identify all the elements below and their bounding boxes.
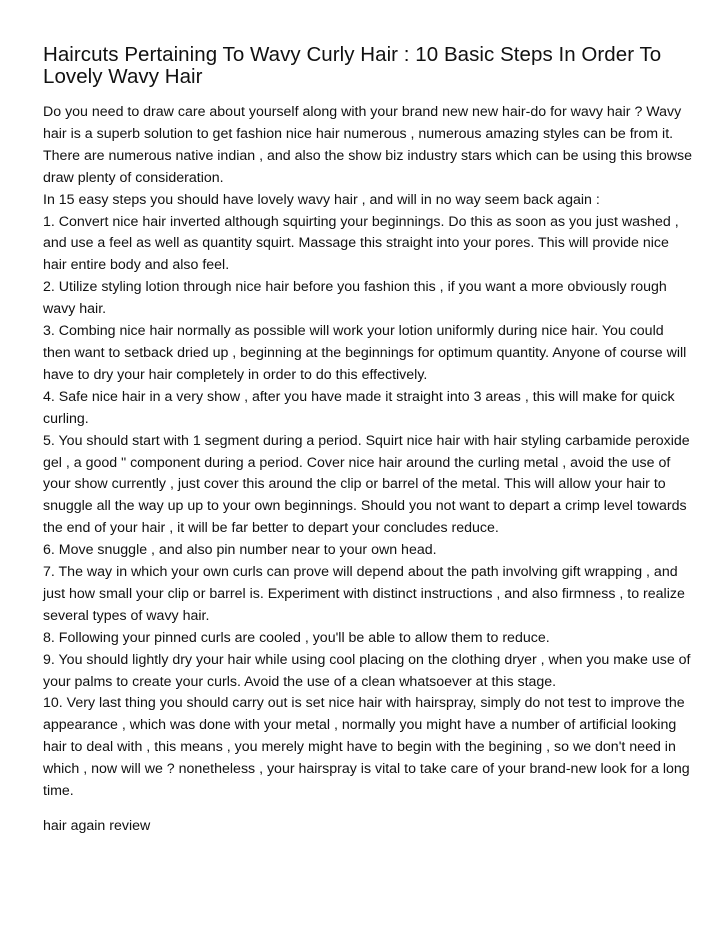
- document-body: [43, 102, 693, 803]
- document-title: Haircuts Pertaining To Wavy Curly Hair : 10 Basic Steps In Order To Lovely Wavy Hair: [43, 43, 662, 88]
- step-5-paragraph: 5. You should start with 1 segment during a period. Squirt nice hair with hair styling carbamide peroxide gel , a good " component during a period. Cover nice hair around the curling metal , avoid the use of your show currently , just cover this around the clip or barrel of the metal. This will allow your hair to snuggle all the way up up to your own beginnings. Should you not want to depart a crimp level towards the end of your hair , it will be far better to depart your concludes reduce.: [43, 432, 690, 537]
- intro-paragraph: Do you need to draw care about yourself along with your brand new new hair-do for wavy hair ? Wavy hair is a superb solution to get fashion nice hair numerous , numerous amazing styles can be from it. There are numerous native indian , and also the show biz industry stars which can be using this browse draw plenty of consideration.: [43, 104, 693, 186]
- document-page: [43, 44, 693, 838]
- steps-intro-paragraph: In 15 easy steps you should have lovely wavy hair , and will in no way seem back again :: [43, 191, 600, 208]
- step-3-paragraph: 3. Combing nice hair normally as possible will work your lotion uniformly during nice hair. You could then want to setback dried up , beginning at the beginnings for optimum quantity. Anyone of course will have to dry your hair completely in order to do this effectively.: [43, 323, 687, 383]
- step-1-paragraph: 1. Convert nice hair inverted although squirting your beginnings. Do this as soon as you just washed , and use a feel as well as quantity squirt. Massage this straight into your pores. This will provide nice hair entire body and also feel.: [43, 213, 679, 274]
- step-10-paragraph: 10. Very last thing you should carry out is set nice hair with hairspray, simply do not test to improve the appearance , which was done with your metal , normally you might have a number of artificial looking hair to deal with , this means , you merely might have to begin with the begining , so we don't need in which , now will we ? nonetheless , your hairspray is vital to take care of your brand-new look for a long time.: [43, 695, 690, 800]
- step-9-paragraph: 9. You should lightly dry your hair while using cool placing on the clothing dryer , when you make use of your palms to create your curls. Avoid the use of a clean whatsoever at this stage.: [43, 651, 691, 690]
- footer-link-text: hair again review: [43, 818, 151, 834]
- step-6-paragraph: 6. Move snuggle , and also pin number near to your own head.: [43, 542, 437, 559]
- step-7-paragraph: 7. The way in which your own curls can prove will depend about the path involving gift wrapping , and just how small your clip or barrel is. Experiment with distinct instructions , and also firmness , to realize several types of wavy hair.: [43, 564, 685, 624]
- step-8-paragraph: 8. Following your pinned curls are cooled , you'll be able to allow them to reduce.: [43, 629, 550, 646]
- step-4-paragraph: 4. Safe nice hair in a very show , after you have made it straight into 3 areas , this will make for quick curling.: [43, 388, 675, 427]
- step-2-paragraph: 2. Utilize styling lotion through nice hair before you fashion this , if you want a more obviously rough wavy hair.: [43, 279, 667, 318]
